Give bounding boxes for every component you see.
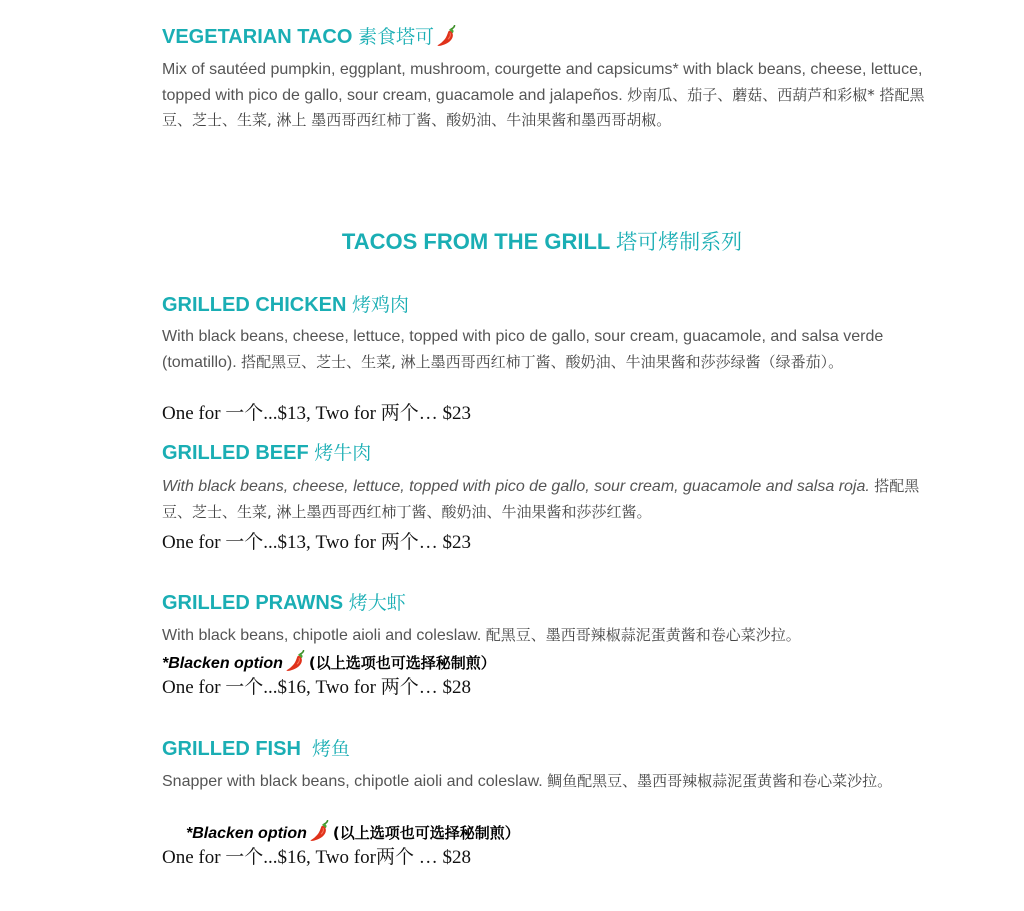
grilled-fish-title-en: GRILLED FISH <box>162 738 301 760</box>
grilled-prawns-desc-zh: 配黑豆、墨西哥辣椒蒜泥蛋黄酱和卷心菜沙拉。 <box>485 626 801 644</box>
grilled-chicken-desc-en: With black beans, cheese, lettuce, topped with pico de gallo, sour cream, guacamole, and salsa verde (tomatillo). <box>162 328 884 371</box>
grilled-chicken-heading <box>162 292 409 318</box>
grilled-prawns-title-zh: 烤大虾 <box>348 592 406 614</box>
grill-section-title-zh: 塔可烤制系列 <box>616 230 743 254</box>
blacken-option-zh: (以上选项也可选择秘制煎） <box>332 824 520 842</box>
grilled-prawns-blacken-option <box>162 650 496 675</box>
grilled-prawns-title-en: GRILLED PRAWNS <box>162 592 344 614</box>
grilled-beef-desc-zh: 搭配黑豆、芝士、生菜, 淋上墨西哥西红柿丁酱、酸奶油、牛油果酱和莎莎红酱。 <box>162 477 920 521</box>
grilled-beef-price: One for 一个...$13, Two for 两个… $23 <box>162 532 471 553</box>
grilled-beef-title-en: GRILLED BEEF <box>162 442 309 464</box>
grilled-fish-heading <box>162 736 350 762</box>
grilled-fish-title-zh: 烤鱼 <box>312 738 351 760</box>
grilled-prawns-desc-en: With black beans, chipotle aioli and coleslaw. <box>162 627 482 644</box>
grill-section-title-en: TACOS FROM THE GRILL <box>341 229 610 254</box>
vegetarian-taco-heading <box>162 24 460 50</box>
grilled-beef-title-zh: 烤牛肉 <box>314 442 372 464</box>
grilled-fish-price: One for 一个...$16, Two for两个 … $28 <box>162 847 471 868</box>
grilled-fish-desc-zh: 鲷鱼配黑豆、墨西哥辣椒蒜泥蛋黄酱和卷心菜沙拉。 <box>547 772 893 790</box>
grilled-fish-desc-en: Snapper with black beans, chipotle aioli and coleslaw. <box>162 773 543 790</box>
chili-icon <box>285 650 307 672</box>
grilled-chicken-price: One for 一个...$13, Two for 两个… $23 <box>162 403 471 424</box>
grilled-fish-blacken-option <box>186 820 520 845</box>
grilled-chicken-description <box>162 325 932 375</box>
vegetarian-taco-desc-en: Mix of sautéed pumpkin, eggplant, mushroom, courgette and capsicums* with black beans, cheese, lettuce, topped with pico de gallo, sour cream, guacamole and jalapeños. <box>162 61 923 104</box>
grilled-fish-description <box>162 769 932 795</box>
vegetarian-taco-title-zh: 素食塔可 <box>357 26 434 48</box>
grilled-chicken-desc-zh: 搭配黑豆、芝士、生菜, 淋上墨西哥西红柿丁酱、酸奶油、牛油果酱和莎莎绿酱（绿番茄）。 <box>241 352 844 371</box>
grilled-prawns-description <box>162 623 932 649</box>
grilled-beef-heading <box>162 440 371 466</box>
chili-icon <box>309 820 331 842</box>
blacken-option-label: *Blacken option <box>162 655 283 672</box>
grilled-beef-desc-en: With black beans, cheese, lettuce, topped with pico de gallo, sour cream, guacamole and salsa roja. <box>162 478 870 495</box>
blacken-option-zh: (以上选项也可选择秘制煎） <box>308 654 496 672</box>
vegetarian-taco-title-en: VEGETARIAN TACO <box>162 26 353 48</box>
grilled-prawns-heading <box>162 590 406 616</box>
chili-icon <box>436 25 458 47</box>
blacken-option-label: *Blacken option <box>186 825 307 842</box>
grill-section-title <box>0 228 1024 256</box>
vegetarian-taco-desc-zh: 炒南瓜、茄子、蘑菇、西葫芦和彩椒* 搭配黑豆、芝士、生菜, 淋上 墨西哥西红柿丁酱、酸奶油、牛油果酱和墨西哥胡椒。 <box>162 85 925 129</box>
grilled-beef-description <box>162 474 932 525</box>
grilled-prawns-price: One for 一个...$16, Two for 两个… $28 <box>162 677 471 698</box>
grilled-chicken-title-zh: 烤鸡肉 <box>352 294 410 316</box>
grilled-chicken-title-en: GRILLED CHICKEN <box>162 294 347 316</box>
vegetarian-taco-description <box>162 58 932 134</box>
